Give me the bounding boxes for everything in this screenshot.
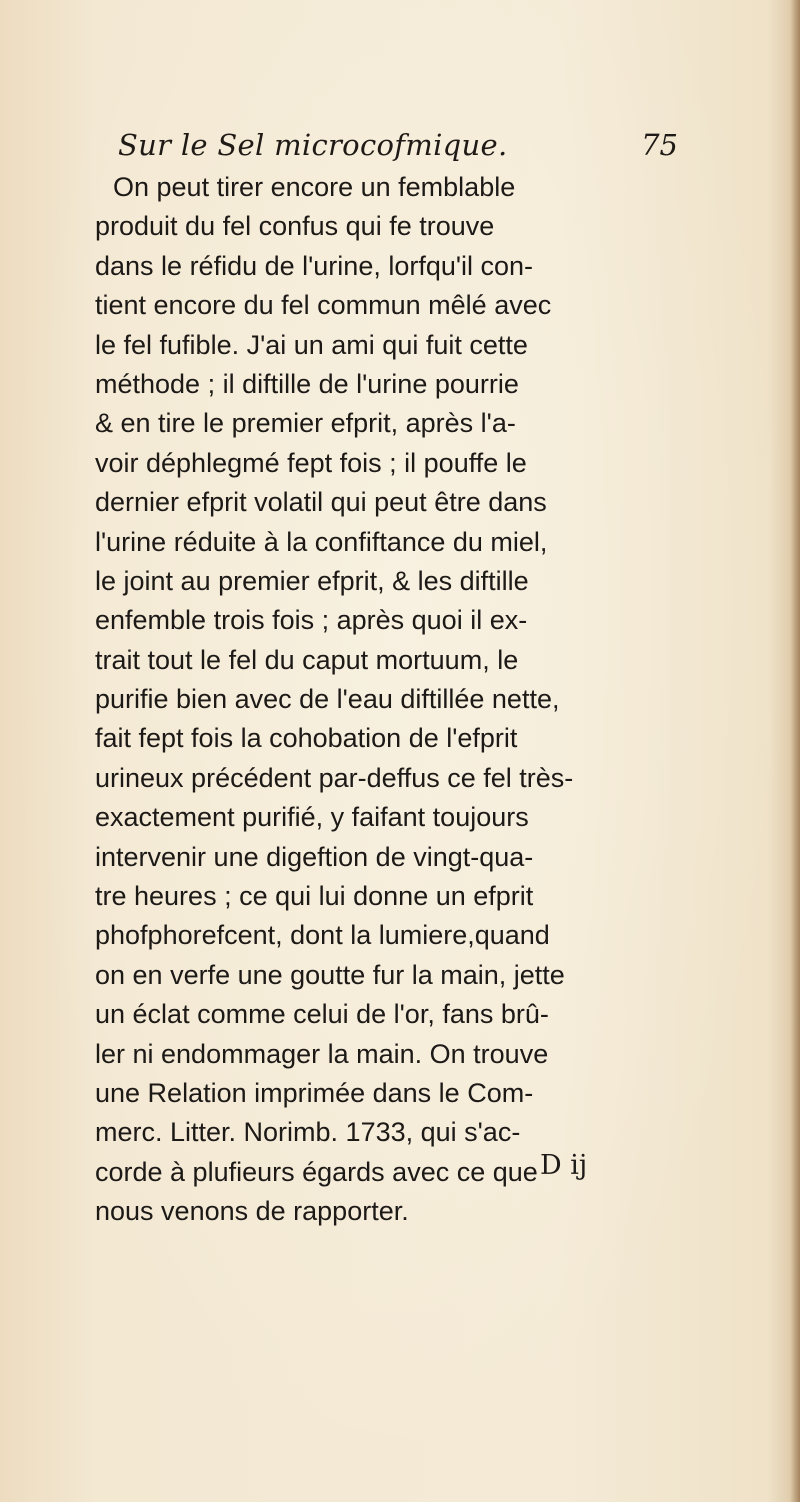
text-line: tient encore du fel commun mêlé avec xyxy=(95,290,552,321)
running-header xyxy=(118,128,678,172)
page-edge-shadow xyxy=(790,0,800,1502)
text-line: corde à plufieurs égards avec ce que xyxy=(95,1156,538,1187)
text-line: une Relation imprimée dans le Com- xyxy=(95,1077,534,1108)
text-line: un éclat comme celui de l'or, fans brû- xyxy=(95,999,549,1030)
text-line: enfemble trois fois ; après quoi il ex- xyxy=(95,605,528,636)
text-line: nous venons de rapporter. xyxy=(95,1196,409,1227)
text-line: le fel fufible. J'ai un ami qui fuit cette xyxy=(95,329,528,360)
text-line: dernier efprit volatil qui peut être dans xyxy=(95,487,547,518)
text-line: produit du fel confus qui fe trouve xyxy=(95,211,495,242)
text-line: fait fept fois la cohobation de l'efprit xyxy=(95,723,518,754)
text-line: tre heures ; ce qui lui donne un efprit xyxy=(95,881,534,912)
text-line: On peut tirer encore un femblable xyxy=(113,172,516,202)
text-line: urineux précédent par-deffus ce fel très- xyxy=(95,762,574,793)
text-line: l'urine réduite à la confiftance du miel, xyxy=(95,526,548,557)
text-line: le joint au premier efprit, & les diftille xyxy=(95,565,529,596)
text-line: & en tire le premier efprit, après l'a- xyxy=(95,408,516,439)
running-title: Sur le Sel microcofmique. xyxy=(118,128,508,162)
text-line: exactement purifié, y faifant toujours xyxy=(95,802,529,833)
text-line: trait tout le fel du caput mortuum, le xyxy=(95,644,519,675)
text-line: voir déphlegmé fept fois ; il pouffe le xyxy=(95,447,527,478)
signature-mark: D ij xyxy=(540,1150,588,1181)
text-line: intervenir une digeftion de vingt-qua- xyxy=(95,841,534,872)
text-line: merc. Litter. Norimb. 1733, qui s'ac- xyxy=(95,1117,521,1148)
text-line: méthode ; il diftille de l'urine pourrie xyxy=(95,368,519,399)
text-line: phofphorefcent, dont la lumiere,quand xyxy=(95,920,550,951)
body-text xyxy=(95,168,695,1232)
page-number: 75 xyxy=(641,128,678,162)
text-line: on en verfe une goutte fur la main, jette xyxy=(95,959,565,990)
text-line: dans le réfidu de l'urine, lorfqu'il con- xyxy=(95,250,534,281)
text-line: ler ni endommager la main. On trouve xyxy=(95,1038,549,1069)
text-line: purifie bien avec de l'eau diftillée nette, xyxy=(95,684,560,715)
